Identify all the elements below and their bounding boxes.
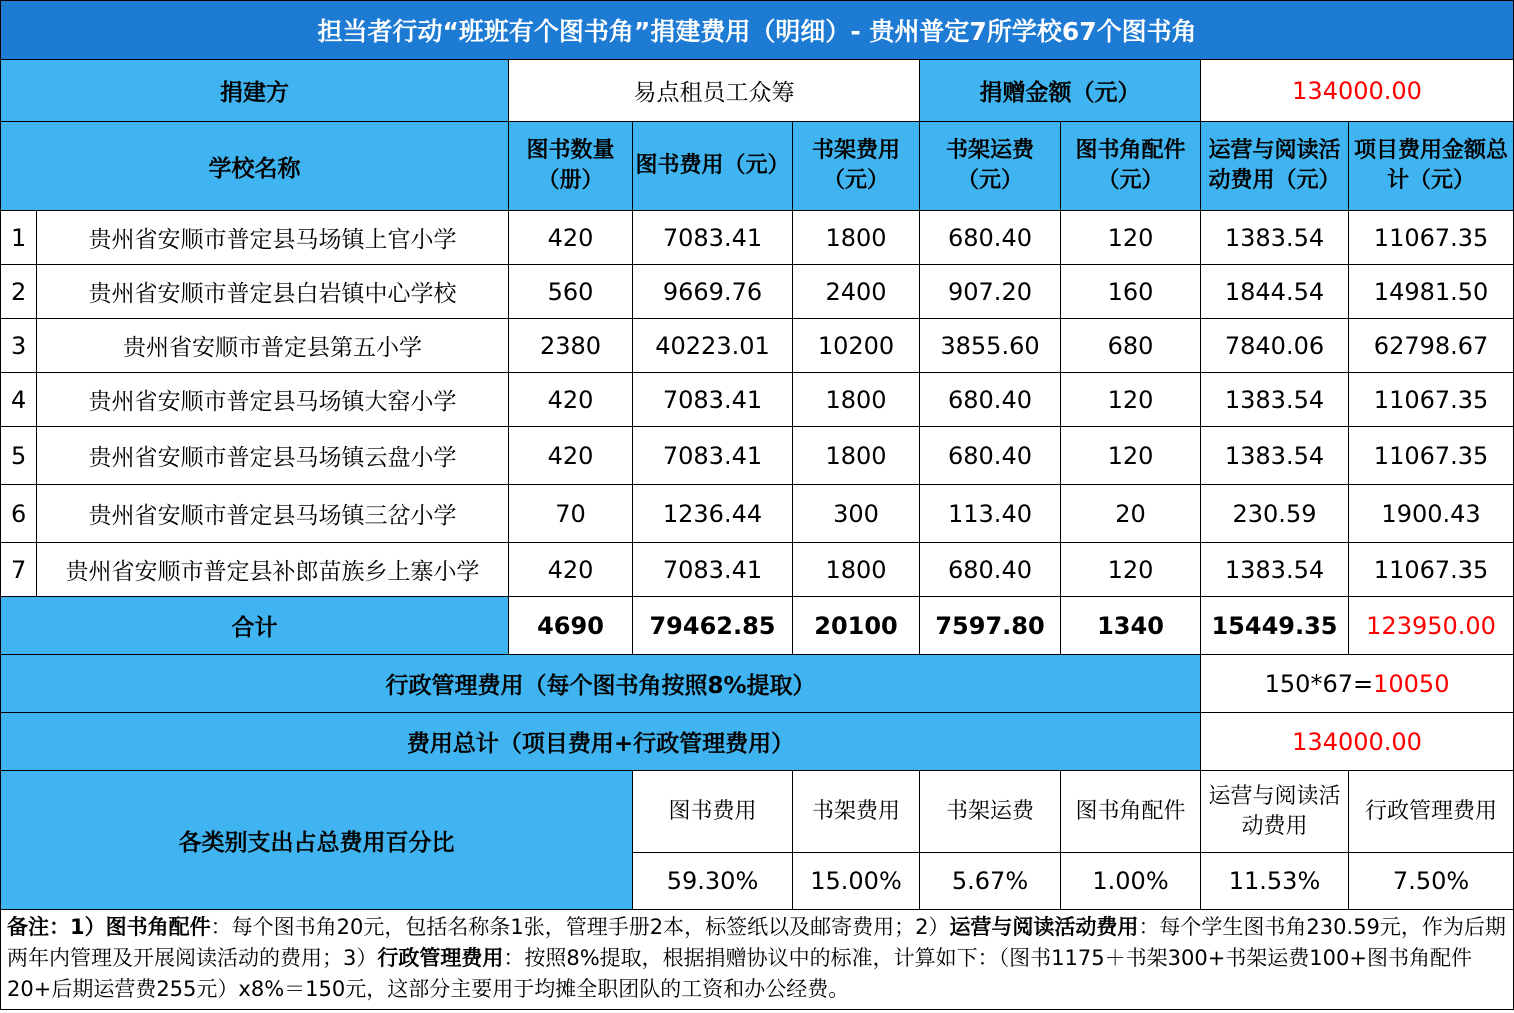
table-row <box>1 265 1514 319</box>
row-number: 2 <box>1 265 37 319</box>
books-qty: 420 <box>509 427 633 485</box>
shelf-cost: 1800 <box>793 543 920 597</box>
total-project-cost: 123950.00 <box>1349 597 1514 655</box>
table-row <box>1 543 1514 597</box>
accessories-cost: 120 <box>1061 211 1201 265</box>
operations-cost: 1383.54 <box>1201 211 1349 265</box>
percent-header-accessories: 图书角配件 <box>1061 771 1201 853</box>
admin-fee-value <box>1201 655 1514 713</box>
admin-fee-label: 行政管理费用（每个图书角按照8%提取） <box>1 655 1201 713</box>
accessories-cost: 120 <box>1061 543 1201 597</box>
accessories-cost: 120 <box>1061 427 1201 485</box>
project-total: 11067.35 <box>1349 211 1514 265</box>
school-name: 贵州省安顺市普定县马场镇大窑小学 <box>37 373 509 427</box>
admin-fee-formula: 150*67= <box>1264 669 1374 698</box>
row-number: 1 <box>1 211 37 265</box>
header-project-total: 项目费用金额总计（元） <box>1349 122 1514 211</box>
project-total: 62798.67 <box>1349 319 1514 373</box>
row-number: 6 <box>1 485 37 543</box>
header-school: 学校名称 <box>1 122 509 211</box>
total-accessories: 1340 <box>1061 597 1201 655</box>
project-total: 11067.35 <box>1349 543 1514 597</box>
grand-total-label: 费用总计（项目费用+行政管理费用） <box>1 713 1201 771</box>
shelf-shipping: 907.20 <box>920 265 1061 319</box>
shelf-cost: 1800 <box>793 427 920 485</box>
percent-header-book: 图书费用 <box>633 771 793 853</box>
row-number: 4 <box>1 373 37 427</box>
notes <box>1 910 1514 1010</box>
percent-shelf: 15.00% <box>793 853 920 910</box>
percent-operations: 11.53% <box>1201 853 1349 910</box>
accessories-cost: 20 <box>1061 485 1201 543</box>
admin-fee-amount: 10050 <box>1373 669 1450 698</box>
table-row <box>1 211 1514 265</box>
school-name: 贵州省安顺市普定县第五小学 <box>37 319 509 373</box>
header-shelf-cost: 书架费用（元） <box>793 122 920 211</box>
row-number: 3 <box>1 319 37 373</box>
notes-prefix: 备注：1） <box>7 915 106 939</box>
grand-total-row <box>1 713 1514 771</box>
shelf-shipping: 680.40 <box>920 427 1061 485</box>
notes-heading-admin: 行政管理费用 <box>377 946 504 970</box>
shelf-cost: 2400 <box>793 265 920 319</box>
percent-shipping: 5.67% <box>920 853 1061 910</box>
percent-header-shelf: 书架费用 <box>793 771 920 853</box>
total-books-qty: 4690 <box>509 597 633 655</box>
books-qty: 420 <box>509 211 633 265</box>
percent-header-operations: 运营与阅读活动费用 <box>1201 771 1349 853</box>
book-cost: 40223.01 <box>633 319 793 373</box>
shelf-cost: 1800 <box>793 211 920 265</box>
donation-amount: 134000.00 <box>1201 60 1514 122</box>
header-accessories: 图书角配件（元） <box>1061 122 1201 211</box>
row-number: 7 <box>1 543 37 597</box>
school-name: 贵州省安顺市普定县补郎苗族乡上寨小学 <box>37 543 509 597</box>
table-title: 担当者行动“班班有个图书角”捐建费用（明细）- 贵州普定7所学校67个图书角 <box>1 1 1514 60</box>
shelf-shipping: 680.40 <box>920 373 1061 427</box>
table-row <box>1 373 1514 427</box>
books-qty: 70 <box>509 485 633 543</box>
book-cost: 9669.76 <box>633 265 793 319</box>
accessories-cost: 680 <box>1061 319 1201 373</box>
shelf-cost: 300 <box>793 485 920 543</box>
accessories-cost: 160 <box>1061 265 1201 319</box>
operations-cost: 230.59 <box>1201 485 1349 543</box>
total-shelf-shipping: 7597.80 <box>920 597 1061 655</box>
notes-heading-accessories: 图书角配件 <box>105 915 211 939</box>
shelf-shipping: 680.40 <box>920 543 1061 597</box>
project-total: 1900.43 <box>1349 485 1514 543</box>
books-qty: 420 <box>509 543 633 597</box>
shelf-cost: 10200 <box>793 319 920 373</box>
header-book-cost: 图书费用（元） <box>633 122 793 211</box>
shelf-shipping: 3855.60 <box>920 319 1061 373</box>
table-row <box>1 427 1514 485</box>
percent-book: 59.30% <box>633 853 793 910</box>
notes-text-admin: ：按照8%提取，根据捐赠协议中的标准，计算如下：（图书1175＋书架300+书架运费100+图书角配件20+后期运营费255元）x8%＝150元，这部分主要用于均摊全职团队的工资和办公经费。 <box>7 946 1472 1001</box>
books-qty: 420 <box>509 373 633 427</box>
school-name: 贵州省安顺市普定县马场镇云盘小学 <box>37 427 509 485</box>
shelf-cost: 1800 <box>793 373 920 427</box>
percent-admin: 7.50% <box>1349 853 1514 910</box>
notes-text-accessories: ：每个图书角20元，包括名称条1张，管理手册2本，标签纸以及邮寄费用；2） <box>210 915 950 939</box>
project-total: 14981.50 <box>1349 265 1514 319</box>
notes-heading-operations: 运营与阅读活动费用 <box>949 915 1139 939</box>
project-total: 11067.35 <box>1349 373 1514 427</box>
total-book-cost: 79462.85 <box>633 597 793 655</box>
school-name: 贵州省安顺市普定县白岩镇中心学校 <box>37 265 509 319</box>
accessories-cost: 120 <box>1061 373 1201 427</box>
book-cost: 7083.41 <box>633 211 793 265</box>
project-total: 11067.35 <box>1349 427 1514 485</box>
book-cost: 7083.41 <box>633 427 793 485</box>
donation-amount-label: 捐赠金额（元） <box>920 60 1201 122</box>
percent-label: 各类别支出占总费用百分比 <box>1 771 633 910</box>
header-shelf-shipping: 书架运费（元） <box>920 122 1061 211</box>
table-row <box>1 319 1514 373</box>
row-number: 5 <box>1 427 37 485</box>
operations-cost: 7840.06 <box>1201 319 1349 373</box>
book-cost: 7083.41 <box>633 543 793 597</box>
percent-header-shipping: 书架运费 <box>920 771 1061 853</box>
total-operations: 15449.35 <box>1201 597 1349 655</box>
percent-header-admin: 行政管理费用 <box>1349 771 1514 853</box>
admin-fee-row <box>1 655 1514 713</box>
shelf-shipping: 113.40 <box>920 485 1061 543</box>
percent-accessories: 1.00% <box>1061 853 1201 910</box>
books-qty: 2380 <box>509 319 633 373</box>
header-operations: 运营与阅读活动费用（元） <box>1201 122 1349 211</box>
book-cost: 1236.44 <box>633 485 793 543</box>
operations-cost: 1383.54 <box>1201 373 1349 427</box>
shelf-shipping: 680.40 <box>920 211 1061 265</box>
school-name: 贵州省安顺市普定县马场镇上官小学 <box>37 211 509 265</box>
donor-label: 捐建方 <box>1 60 509 122</box>
header-books-qty: 图书数量（册） <box>509 122 633 211</box>
grand-total-value: 134000.00 <box>1201 713 1514 771</box>
book-cost: 7083.41 <box>633 373 793 427</box>
donor-name: 易点租员工众筹 <box>509 60 920 122</box>
total-shelf-cost: 20100 <box>793 597 920 655</box>
notes-text-operations: ：每个学生图书角230.59元，作为后期两年内管理及开展阅读活动的费用；3） <box>7 915 1506 970</box>
school-name: 贵州省安顺市普定县马场镇三岔小学 <box>37 485 509 543</box>
table-row <box>1 485 1514 543</box>
totals-row <box>1 597 1514 655</box>
operations-cost: 1383.54 <box>1201 427 1349 485</box>
operations-cost: 1844.54 <box>1201 265 1349 319</box>
totals-label: 合计 <box>1 597 509 655</box>
operations-cost: 1383.54 <box>1201 543 1349 597</box>
books-qty: 560 <box>509 265 633 319</box>
